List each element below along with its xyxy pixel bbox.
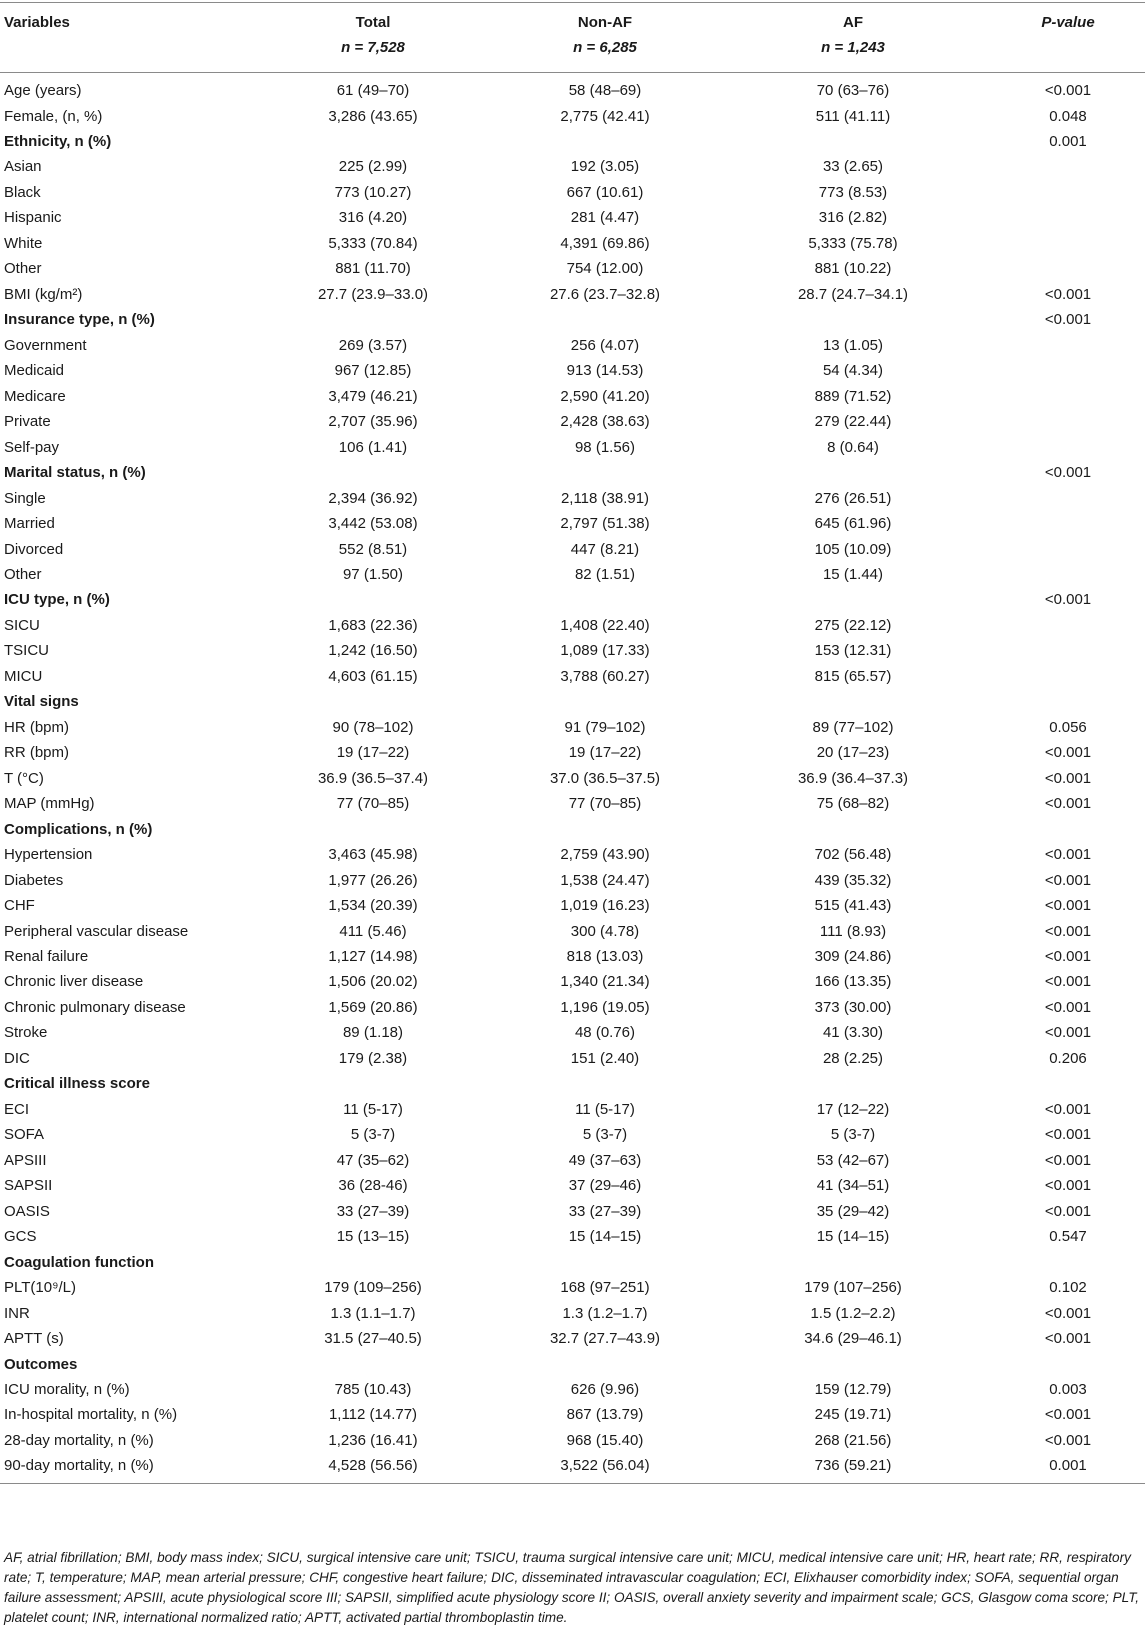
af-value: 309 (24.86) — [814, 948, 892, 965]
row-label: Peripheral vascular disease — [4, 922, 189, 940]
row-label: SOFA — [4, 1126, 45, 1144]
total-value: 785 (10.43) — [334, 1381, 412, 1398]
non-af-value: 913 (14.53) — [566, 362, 644, 380]
af-value: 645 (61.96) — [814, 515, 892, 532]
total-value: 1,506 (20.02) — [328, 973, 418, 991]
non-af-value: 49 (37–63) — [568, 1151, 642, 1169]
total-value: 11 (5-17) — [343, 1100, 403, 1118]
total-value: 269 (3.57) — [338, 336, 408, 354]
p-value: <0.001 — [1044, 973, 1092, 991]
p-value: <0.001 — [1044, 998, 1092, 1016]
row-label: Medicaid — [4, 362, 65, 380]
p-value: <0.001 — [1044, 1330, 1092, 1347]
total-value: 5,333 (70.84) — [328, 234, 418, 252]
p-value: <0.001 — [1044, 795, 1092, 813]
af-value: 245 (19.71) — [814, 1406, 892, 1424]
p-value: <0.001 — [1044, 82, 1092, 99]
total-value: 881 (11.70) — [335, 260, 411, 278]
non-af-value: 48 (0.76) — [574, 1024, 636, 1042]
row-label: Chronic pulmonary disease — [4, 998, 186, 1016]
table-row — [0, 766, 1145, 792]
non-af-value: 281 (4.47) — [570, 209, 640, 227]
af-value: 439 (35.32) — [814, 871, 892, 889]
af-value: 159 (12.79) — [814, 1381, 892, 1398]
row-label: MICU — [4, 667, 43, 685]
row-label: Married — [4, 515, 55, 532]
af-value: 34.6 (29–46.1) — [804, 1330, 902, 1347]
row-label: Renal failure — [4, 948, 89, 965]
row-label: Self-pay — [4, 438, 60, 456]
p-value: 0.206 — [1049, 1049, 1087, 1067]
row-label: Divorced — [4, 540, 64, 558]
header-n-row — [0, 33, 1145, 63]
total-value: 1,534 (20.39) — [328, 897, 418, 914]
table-row — [0, 358, 1145, 384]
row-label: Hispanic — [4, 209, 62, 227]
row-label: ICU type, n (%) — [4, 591, 110, 609]
total-value: 316 (4.20) — [338, 209, 408, 227]
header-rule — [0, 72, 1145, 73]
row-label: OASIS — [4, 1202, 50, 1220]
total-value: 36.9 (36.5–37.4) — [317, 769, 429, 787]
section-header-row — [0, 1250, 1145, 1276]
row-label: HR (bpm) — [4, 718, 70, 736]
table-row — [0, 740, 1145, 766]
table-row — [0, 1046, 1145, 1072]
af-value: 511 (41.11) — [815, 107, 891, 125]
af-value: 773 (8.53) — [818, 183, 888, 201]
af-value: 515 (41.43) — [814, 897, 892, 914]
non-af-value: 4,391 (69.86) — [560, 234, 650, 252]
af-value: 889 (71.52) — [814, 387, 892, 405]
row-label: White — [4, 234, 43, 252]
section-header-row — [0, 817, 1145, 843]
p-value: 0.547 — [1049, 1228, 1087, 1246]
non-af-value: 2,759 (43.90) — [560, 846, 650, 864]
af-value: 702 (56.48) — [814, 846, 892, 864]
top-rule — [0, 2, 1145, 3]
row-label: Stroke — [4, 1024, 48, 1042]
af-value: 75 (68–82) — [816, 795, 890, 813]
af-value: 373 (30.00) — [814, 998, 892, 1016]
row-label: 28-day mortality, n (%) — [4, 1431, 154, 1449]
af-value: 268 (21.56) — [814, 1431, 892, 1449]
table-row — [0, 1326, 1145, 1352]
p-value: <0.001 — [1044, 1126, 1092, 1144]
af-value: 279 (22.44) — [814, 413, 892, 431]
total-value: 89 (1.18) — [342, 1024, 404, 1042]
non-af-value: 2,797 (51.38) — [560, 515, 650, 532]
total-value: 179 (109–256) — [324, 1279, 422, 1297]
table-row — [0, 511, 1145, 537]
non-af-value: 1,538 (24.47) — [560, 871, 650, 889]
p-value: <0.001 — [1044, 1151, 1092, 1169]
table-row — [0, 842, 1145, 868]
total-value: 967 (12.85) — [334, 362, 412, 380]
non-af-value: 2,118 (38.91) — [560, 489, 650, 507]
header-non-af: Non-AF — [577, 14, 633, 31]
total-value: 3,463 (45.98) — [328, 846, 418, 864]
table-row — [0, 1020, 1145, 1046]
table-row — [0, 664, 1145, 690]
row-label: BMI (kg/m²) — [4, 285, 83, 303]
header-af: AF — [843, 14, 863, 31]
row-label: Outcomes — [4, 1355, 78, 1373]
total-value: 1,242 (16.50) — [328, 642, 418, 660]
non-af-value: 3,788 (60.27) — [560, 667, 650, 685]
af-value: 20 (17–23) — [816, 744, 890, 762]
total-value: 3,442 (53.08) — [328, 515, 418, 532]
af-value: 5,333 (75.78) — [808, 234, 898, 252]
p-value: <0.001 — [1044, 1100, 1092, 1118]
header-af-n: n = 1,243 — [821, 39, 885, 56]
non-af-value: 867 (13.79) — [566, 1406, 644, 1424]
af-value: 5 (3-7) — [830, 1126, 876, 1144]
non-af-value: 82 (1.51) — [574, 565, 636, 583]
table-row — [0, 919, 1145, 945]
non-af-value: 300 (4.78) — [570, 922, 640, 940]
af-value: 275 (22.12) — [814, 616, 892, 634]
af-value: 41 (3.30) — [822, 1024, 884, 1042]
table-row — [0, 1148, 1145, 1174]
af-value: 13 (1.05) — [822, 336, 884, 354]
total-value: 773 (10.27) — [334, 183, 412, 201]
non-af-value: 33 (27–39) — [568, 1202, 642, 1220]
p-value: 0.003 — [1049, 1381, 1087, 1398]
non-af-value: 2,428 (38.63) — [560, 413, 650, 431]
af-value: 36.9 (36.4–37.3) — [797, 769, 909, 787]
row-label: APTT (s) — [4, 1330, 64, 1347]
row-label: ECI — [4, 1100, 30, 1118]
p-value: <0.001 — [1044, 922, 1092, 940]
af-value: 111 (8.93) — [819, 922, 887, 940]
p-value: <0.001 — [1044, 1202, 1092, 1220]
non-af-value: 447 (8.21) — [570, 540, 640, 558]
p-value: <0.001 — [1044, 948, 1092, 965]
table-row — [0, 944, 1145, 970]
non-af-value: 19 (17–22) — [568, 744, 642, 762]
table-row — [0, 1377, 1145, 1403]
p-value: <0.001 — [1044, 1304, 1092, 1322]
p-value: <0.001 — [1044, 1024, 1092, 1042]
non-af-value: 5 (3-7) — [582, 1126, 628, 1144]
non-af-value: 256 (4.07) — [570, 336, 640, 354]
non-af-value: 27.6 (23.7–32.8) — [549, 285, 661, 303]
af-value: 28 (2.25) — [822, 1049, 884, 1067]
total-value: 47 (35–62) — [336, 1151, 410, 1169]
table-row — [0, 638, 1145, 664]
section-header-row — [0, 129, 1145, 155]
table-row — [0, 868, 1145, 894]
row-label: Asian — [4, 158, 42, 176]
p-value: 0.001 — [1049, 1457, 1087, 1475]
header-variables: Variables — [4, 14, 70, 31]
af-value: 15 (14–15) — [816, 1228, 890, 1246]
row-label: TSICU — [4, 642, 49, 660]
row-label: Other — [4, 260, 42, 278]
table-row — [0, 231, 1145, 257]
section-header-row — [0, 587, 1145, 613]
total-value: 1,683 (22.36) — [328, 616, 418, 634]
section-header-row — [0, 1352, 1145, 1378]
p-value: <0.001 — [1044, 1406, 1092, 1424]
non-af-value: 667 (10.61) — [566, 183, 644, 201]
table-row — [0, 180, 1145, 206]
non-af-value: 15 (14–15) — [568, 1228, 642, 1246]
af-value: 35 (29–42) — [816, 1202, 890, 1220]
header-non-af-n: n = 6,285 — [573, 39, 637, 56]
af-value: 276 (26.51) — [814, 489, 892, 507]
af-value: 316 (2.82) — [818, 209, 888, 227]
p-value: <0.001 — [1044, 846, 1092, 864]
table-row — [0, 1122, 1145, 1148]
header-p-value: P-value — [1041, 14, 1095, 31]
table-row — [0, 1224, 1145, 1250]
non-af-value: 626 (9.96) — [570, 1381, 640, 1398]
af-value: 736 (59.21) — [814, 1457, 892, 1475]
table-row — [0, 78, 1145, 104]
non-af-value: 1,340 (21.34) — [560, 973, 650, 991]
row-label: T (°C) — [4, 769, 44, 787]
p-value: 0.001 — [1049, 132, 1087, 150]
table-row — [0, 791, 1145, 817]
row-label: RR (bpm) — [4, 744, 70, 762]
af-value: 1.5 (1.2–2.2) — [810, 1304, 896, 1322]
total-value: 1.3 (1.1–1.7) — [330, 1304, 416, 1322]
table-row — [0, 486, 1145, 512]
row-label: Coagulation function — [4, 1253, 154, 1271]
table-row — [0, 1173, 1145, 1199]
table-row — [0, 104, 1145, 130]
row-label: Single — [4, 489, 46, 507]
section-header-row — [0, 689, 1145, 715]
total-value: 411 (5.46) — [339, 922, 407, 940]
af-value: 17 (12–22) — [816, 1100, 890, 1118]
table-row — [0, 995, 1145, 1021]
non-af-value: 1,019 (16.23) — [560, 897, 650, 914]
table-row — [0, 715, 1145, 741]
total-value: 1,977 (26.26) — [328, 871, 418, 889]
non-af-value: 77 (70–85) — [568, 795, 642, 813]
total-value: 1,569 (20.86) — [328, 998, 418, 1016]
p-value: <0.001 — [1044, 1431, 1092, 1449]
total-value: 33 (27–39) — [336, 1202, 410, 1220]
total-value: 2,394 (36.92) — [328, 489, 418, 507]
non-af-value: 2,590 (41.20) — [560, 387, 650, 405]
non-af-value: 968 (15.40) — [566, 1431, 644, 1449]
row-label: GCS — [4, 1228, 37, 1246]
non-af-value: 754 (12.00) — [566, 260, 644, 278]
non-af-value: 37.0 (36.5–37.5) — [549, 769, 661, 787]
table-row — [0, 613, 1145, 639]
non-af-value: 151 (2.40) — [570, 1049, 640, 1067]
table-row — [0, 1402, 1145, 1428]
table-row — [0, 154, 1145, 180]
af-value: 53 (42–67) — [816, 1151, 890, 1169]
af-value: 15 (1.44) — [822, 565, 884, 583]
non-af-value: 32.7 (27.7–43.9) — [549, 1330, 661, 1347]
p-value: <0.001 — [1044, 871, 1092, 889]
table-row — [0, 1301, 1145, 1327]
non-af-value: 168 (97–251) — [560, 1279, 650, 1297]
total-value: 106 (1.41) — [338, 438, 408, 456]
p-value: <0.001 — [1044, 311, 1092, 329]
non-af-value: 2,775 (42.41) — [560, 107, 650, 125]
total-value: 1,236 (16.41) — [328, 1431, 418, 1449]
row-label: Medicare — [4, 387, 66, 405]
total-value: 1,127 (14.98) — [328, 948, 418, 965]
af-value: 179 (107–256) — [804, 1279, 902, 1297]
row-label: Vital signs — [4, 693, 79, 711]
af-value: 41 (34–51) — [816, 1177, 890, 1195]
total-value: 90 (78–102) — [332, 718, 414, 736]
row-label: Black — [4, 183, 41, 201]
non-af-value: 37 (29–46) — [568, 1177, 642, 1195]
af-value: 28.7 (24.7–34.1) — [797, 285, 909, 303]
non-af-value: 1.3 (1.2–1.7) — [562, 1304, 648, 1322]
non-af-value: 1,408 (22.40) — [560, 616, 650, 634]
row-label: Insurance type, n (%) — [4, 311, 155, 329]
table-row — [0, 205, 1145, 231]
row-label: INR — [4, 1304, 30, 1322]
total-value: 31.5 (27–40.5) — [324, 1330, 422, 1347]
non-af-value: 11 (5-17) — [575, 1100, 635, 1118]
total-value: 19 (17–22) — [336, 744, 410, 762]
af-value: 105 (10.09) — [814, 540, 892, 558]
row-label: MAP (mmHg) — [4, 795, 95, 813]
table-row — [0, 435, 1145, 461]
total-value: 27.7 (23.9–33.0) — [317, 285, 429, 303]
total-value: 77 (70–85) — [336, 795, 410, 813]
table-row — [0, 256, 1145, 282]
total-value: 97 (1.50) — [342, 565, 404, 583]
row-label: 90-day mortality, n (%) — [4, 1457, 154, 1475]
total-value: 225 (2.99) — [338, 158, 408, 176]
p-value: <0.001 — [1044, 744, 1092, 762]
row-label: Hypertension — [4, 846, 93, 864]
af-value: 54 (4.34) — [822, 362, 884, 380]
table-row — [0, 384, 1145, 410]
p-value: <0.001 — [1044, 464, 1092, 481]
non-af-value: 1,089 (17.33) — [560, 642, 650, 660]
section-header-row — [0, 1071, 1145, 1097]
af-value: 70 (63–76) — [816, 82, 890, 99]
row-label: Other — [4, 565, 42, 583]
total-value: 36 (28-46) — [338, 1177, 408, 1195]
table-row — [0, 333, 1145, 359]
row-label: Ethnicity, n (%) — [4, 132, 112, 150]
row-label: PLT(10⁹/L) — [4, 1279, 77, 1297]
p-value: 0.048 — [1049, 107, 1087, 125]
row-label: APSIII — [4, 1151, 47, 1169]
af-value: 815 (65.57) — [814, 667, 892, 685]
row-label: Age (years) — [4, 82, 82, 99]
non-af-value: 818 (13.03) — [566, 948, 644, 965]
non-af-value: 192 (3.05) — [570, 158, 640, 176]
table-row — [0, 893, 1145, 919]
af-value: 33 (2.65) — [822, 158, 884, 176]
non-af-value: 98 (1.56) — [574, 438, 636, 456]
row-label: SICU — [4, 616, 40, 634]
non-af-value: 58 (48–69) — [568, 82, 642, 99]
total-value: 5 (3-7) — [350, 1126, 396, 1144]
table-row — [0, 409, 1145, 435]
header-total-n: n = 7,528 — [341, 39, 405, 56]
table-row — [0, 1275, 1145, 1301]
row-label: In-hospital mortality, n (%) — [4, 1406, 178, 1424]
row-label: Government — [4, 336, 87, 354]
table-row — [0, 537, 1145, 563]
section-header-row — [0, 307, 1145, 333]
af-value: 89 (77–102) — [812, 718, 894, 736]
p-value: <0.001 — [1044, 1177, 1092, 1195]
bottom-rule — [0, 1483, 1145, 1484]
p-value: 0.102 — [1049, 1279, 1087, 1297]
p-value: <0.001 — [1044, 285, 1092, 303]
row-label: Female, (n, %) — [4, 107, 103, 125]
row-label: Critical illness score — [4, 1075, 150, 1093]
row-label: Chronic liver disease — [4, 973, 144, 991]
table-row — [0, 969, 1145, 995]
row-label: Private — [4, 413, 51, 431]
row-label: SAPSII — [4, 1177, 53, 1195]
non-af-value: 1,196 (19.05) — [560, 998, 650, 1016]
p-value: <0.001 — [1044, 591, 1092, 609]
non-af-value: 3,522 (56.04) — [560, 1457, 650, 1475]
table-row — [0, 282, 1145, 308]
table-row — [0, 1097, 1145, 1123]
p-value: <0.001 — [1044, 897, 1092, 914]
row-label: Diabetes — [4, 871, 64, 889]
table-row — [0, 562, 1145, 588]
total-value: 3,286 (43.65) — [328, 107, 418, 125]
total-value: 4,528 (56.56) — [328, 1457, 418, 1475]
total-value: 4,603 (61.15) — [328, 667, 418, 685]
table-row — [0, 1453, 1145, 1479]
total-value: 1,112 (14.77) — [328, 1406, 418, 1424]
af-value: 8 (0.64) — [827, 438, 879, 456]
p-value: <0.001 — [1044, 769, 1092, 787]
section-header-row — [0, 460, 1145, 486]
non-af-value: 91 (79–102) — [564, 718, 646, 736]
total-value: 2,707 (35.96) — [328, 413, 418, 431]
table-row — [0, 1428, 1145, 1454]
p-value: 0.056 — [1049, 718, 1087, 736]
total-value: 552 (8.51) — [338, 540, 408, 558]
row-label: Marital status, n (%) — [4, 464, 146, 481]
row-label: Complications, n (%) — [4, 820, 153, 838]
header-total: Total — [355, 14, 391, 31]
row-label: ICU morality, n (%) — [4, 1381, 130, 1398]
af-value: 153 (12.31) — [814, 642, 892, 660]
table-footnote: AF, atrial fibrillation; BMI, body mass index; SICU, surgical intensive care unit; TSICU, trauma surgical intensive care unit; MICU, medical intensive care unit; HR, heart rate; RR, respiratory rate; T, temperature; MAP, mean arterial pressure; CHF, congestive heart failure; DIC, disseminated intravascular coagulation; ECI, Elixhauser comorbidity index; SOFA, sequential organ failure assessment; APSIII, acute physiological score III; SAPSII, simplified acute physiology score II; OASIS, overall anxiety severity and impairment scale; GCS, Glasgow coma score; PLT, platelet count; INR, international normalized ratio; APTT, activated partial thromboplastin time. — [4, 1550, 1140, 1625]
total-value: 15 (13–15) — [336, 1228, 410, 1246]
total-value: 179 (2.38) — [338, 1049, 408, 1067]
af-value: 881 (10.22) — [814, 260, 892, 278]
row-label: DIC — [4, 1049, 30, 1067]
row-label: CHF — [4, 897, 35, 914]
af-value: 166 (13.35) — [814, 973, 892, 991]
total-value: 61 (49–70) — [336, 82, 410, 99]
table-row — [0, 1199, 1145, 1225]
total-value: 3,479 (46.21) — [328, 387, 418, 405]
